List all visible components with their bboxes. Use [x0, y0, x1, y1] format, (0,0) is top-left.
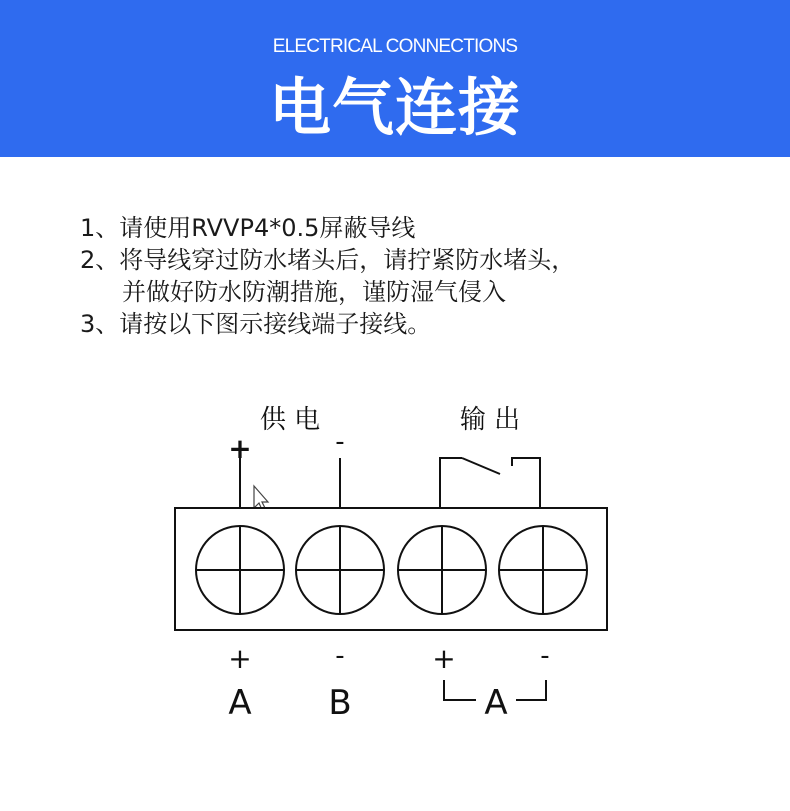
terminal-1-sign: +	[228, 642, 252, 675]
terminal-3-sign: +	[432, 642, 456, 675]
power-label: 供 电	[259, 405, 321, 435]
instruction-2-continued: 并做好防水防潮措施，谨防湿气侵入	[122, 278, 506, 306]
instruction-list	[80, 212, 575, 340]
terminal-1-letter: A	[228, 683, 252, 723]
terminal-screw-4	[499, 526, 587, 614]
title-chinese: 电气连接	[268, 71, 521, 144]
wiring-diagram	[0, 380, 790, 740]
relay-switch-icon	[440, 458, 540, 508]
top-minus-sign: -	[335, 427, 345, 457]
terminal-screw-2	[296, 526, 384, 614]
title-english: ELECTRICAL CONNECTIONS	[272, 36, 518, 57]
top-plus-sign: +	[228, 432, 252, 465]
instruction-2: 2、将导线穿过防水堵头后，请拧紧防水堵头，	[80, 246, 576, 274]
instruction-3: 3、请按以下图示接线端子接线。	[80, 310, 432, 338]
terminal-2-letter: B	[328, 683, 352, 723]
header-banner	[0, 0, 790, 157]
instruction-1: 1、请使用RVVP4*0.5屏蔽导线	[80, 214, 416, 242]
output-label: 输 出	[459, 405, 521, 435]
terminal-screw-1	[196, 526, 284, 614]
terminal-4-sign: -	[540, 641, 550, 671]
output-group-letter: A	[484, 683, 508, 723]
terminal-2-sign: -	[335, 641, 345, 671]
terminal-screw-3	[398, 526, 486, 614]
